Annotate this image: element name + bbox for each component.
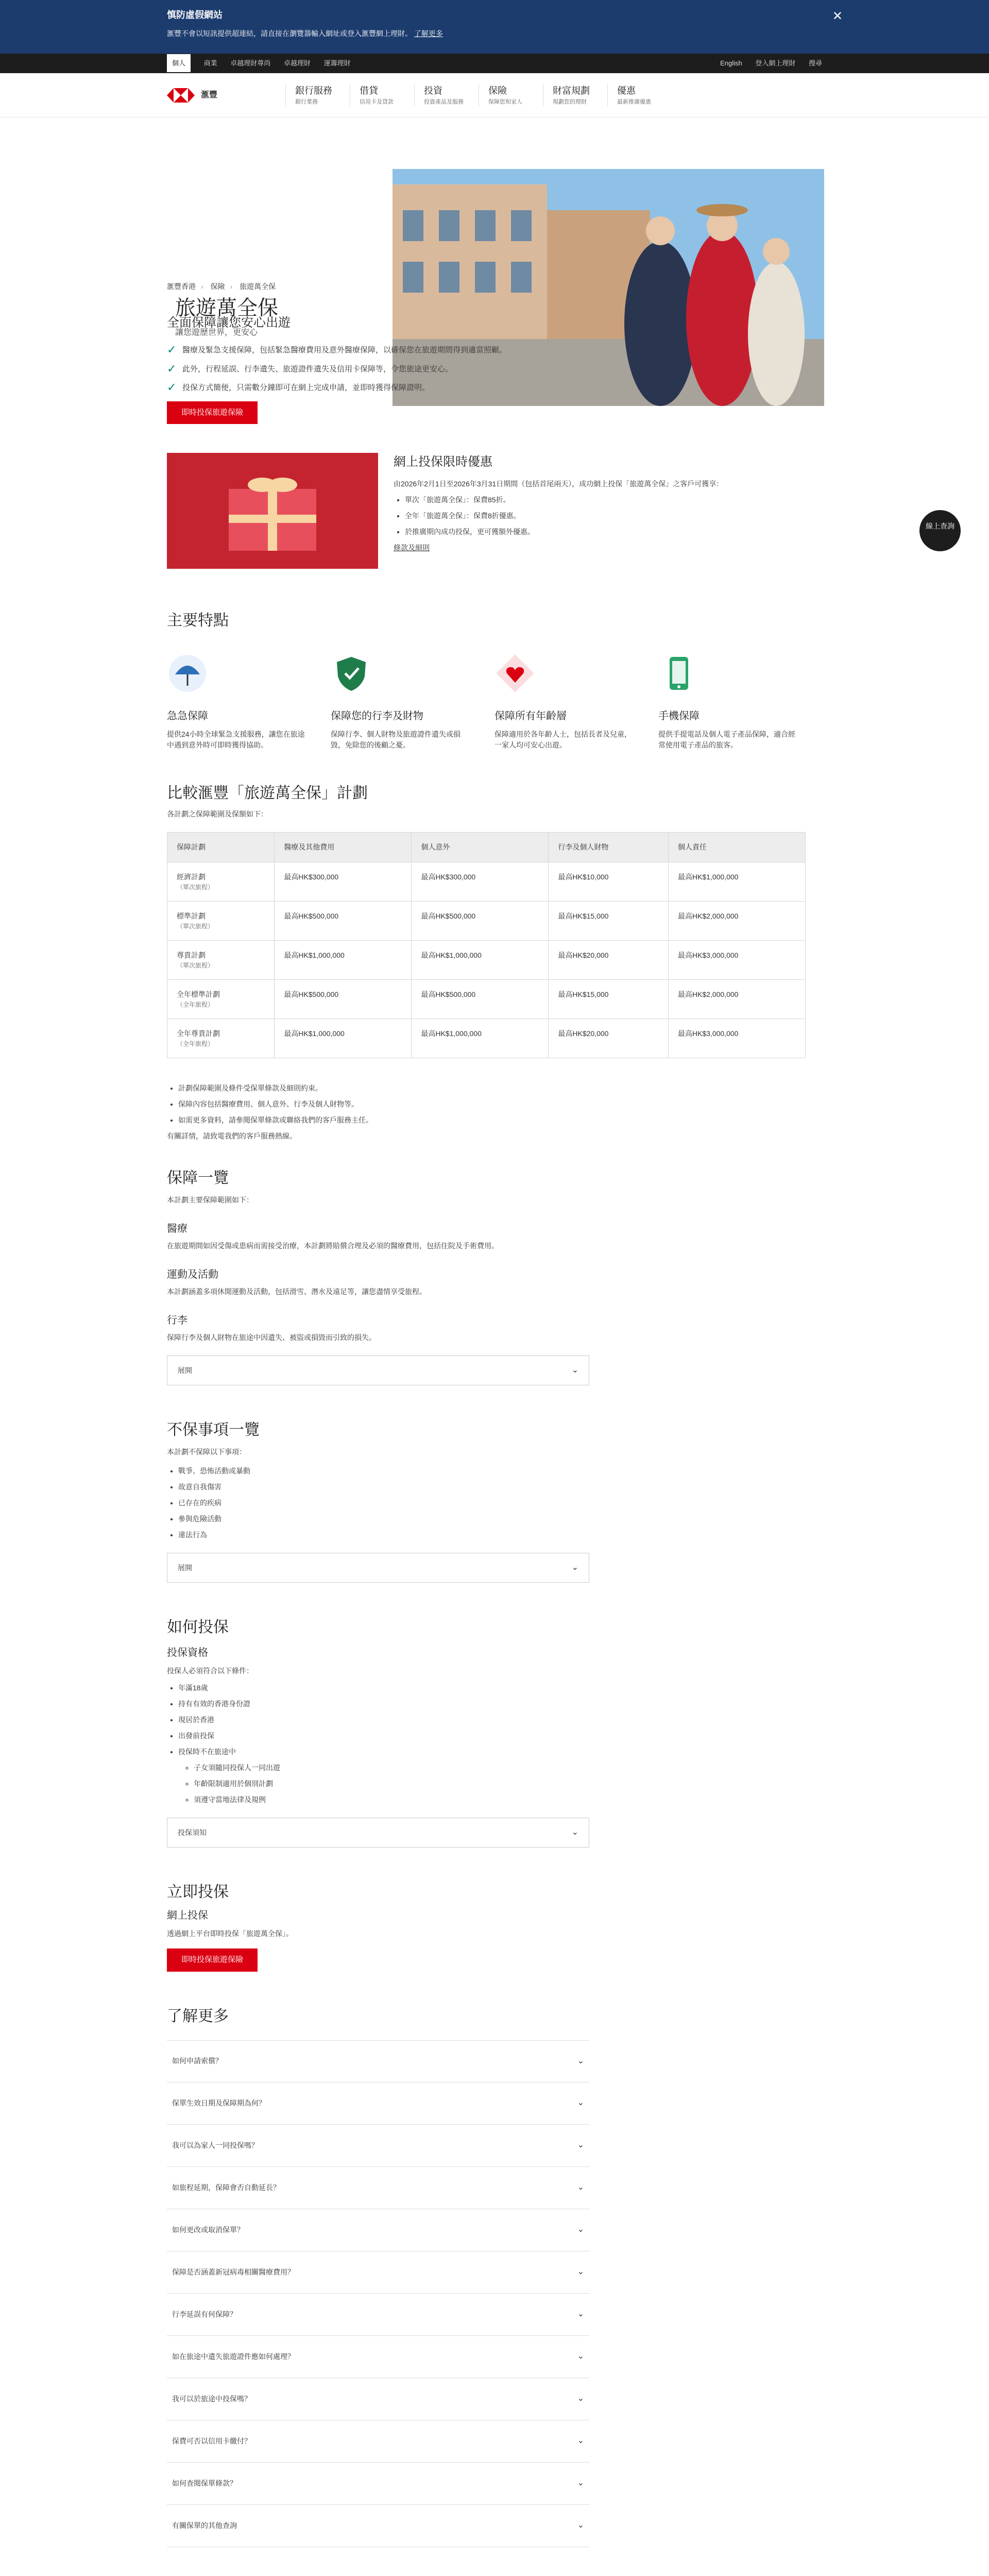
features-title: 主要特點 [167, 612, 229, 629]
faq-section [167, 2005, 822, 2547]
luggage-title: 行李 [167, 1315, 187, 1326]
comparison-section [167, 782, 822, 1058]
table-row: 全年標準計劃 （全年旅程） 最高HK$500,000 最高HK$500,000 最高HK$15,000 最高HK$2,000,000 [167, 980, 806, 1019]
table-row: 經濟計劃 （單次旅程） 最高HK$300,000 最高HK$300,000 最高HK$10,000 最高HK$1,000,000 [167, 862, 806, 902]
how-to-dropdown[interactable]: 投保須知 ⌄ [167, 1818, 589, 1848]
exclusions-title: 不保事項一覽 [167, 1421, 260, 1438]
chevron-down-icon: ⌄ [577, 2225, 584, 2234]
breadcrumb-insurance[interactable]: 保險 [210, 282, 225, 291]
note-item: • 計劃保障範圍及條件受保單條款及細則約束。 [178, 1083, 822, 1094]
language-link[interactable]: English [720, 59, 742, 67]
fraud-alert-text: 滙豐不會以短訊提供超連結，請直接在瀏覽器輸入網址或登入滙豐網上理財。 了解更多 [167, 29, 443, 38]
chevron-down-icon: ⌄ [577, 2141, 584, 2149]
table-row: 尊貴計劃 （單次旅程） 最高HK$1,000,000 最高HK$1,000,000 最高HK$20,000 最高HK$3,000,000 [167, 941, 806, 980]
close-icon[interactable]: ✕ [832, 9, 843, 23]
page-subtitle: 讓您遊歷世界，更安心 [175, 328, 258, 337]
segment-personal[interactable]: 個人 [167, 54, 191, 72]
faq-item[interactable]: 如何更改或取消保單？ ⌄ [167, 2209, 589, 2251]
coverage-section [167, 1166, 822, 1385]
top-utility-bar [0, 54, 989, 73]
breadcrumb-separator-icon: › [230, 282, 233, 291]
comparison-table [167, 832, 806, 1058]
chevron-down-icon: ⌄ [577, 2352, 584, 2361]
chevron-down-icon: ⌄ [577, 2183, 584, 2192]
segment-business[interactable]: 商業 [203, 59, 217, 67]
comparison-subtitle: 各計劃之保障範圍及保額如下： [167, 810, 268, 818]
login-link[interactable]: 登入網上理財 [755, 59, 796, 67]
logo-text: 滙豐 [201, 91, 218, 99]
segment-premier-elite[interactable]: 卓越理財尊尚 [230, 59, 271, 67]
benefit-item: ✓ 此外，行程延誤、行李遺失、旅遊證件遺失及信用卡保障等，令您旅途更安心。 [167, 362, 453, 375]
page-title: 旅遊萬全保 [175, 297, 278, 319]
heart-icon [494, 653, 536, 694]
eligibility-item: • 出發前投保 [178, 1731, 822, 1741]
exclusion-item: • 違法行為 [178, 1530, 822, 1540]
faq-title: 了解更多 [167, 2007, 229, 2025]
shield-icon [331, 653, 372, 694]
promo-item: • 全年「旅遊萬全保」：保費8折優惠。 [405, 511, 723, 521]
promo-item: • 於推廣期內成功投保，更可獲額外優惠。 [405, 527, 723, 537]
nav-offers[interactable]: 優惠 最新推廣優惠 [607, 84, 672, 107]
eligibility-item: • 現居於香港 [178, 1715, 822, 1725]
chevron-down-icon: ⌄ [577, 2267, 584, 2276]
note-item: • 如需更多資料，請參閱保單條款或聯絡我們的客戶服務主任。 [178, 1115, 822, 1126]
main-navigation [0, 73, 989, 117]
fraud-alert-banner [0, 0, 989, 54]
faq-item[interactable]: 如在旅途中遺失旅遊證件應如何處理？ ⌄ [167, 2336, 589, 2378]
faq-item[interactable]: 行李延誤有何保障？ ⌄ [167, 2294, 589, 2336]
chevron-down-icon: ⌄ [571, 1828, 578, 1837]
table-header: 醫療及其他費用 [275, 833, 412, 862]
nav-borrowing[interactable]: 借貸 信用卡及貸款 [350, 84, 414, 107]
umbrella-icon [167, 653, 208, 694]
chevron-down-icon: ⌄ [577, 2436, 584, 2445]
chevron-down-icon: ⌄ [577, 2521, 584, 2530]
eligibility-subitem: ◦ 年齡限制適用於個別計劃 [194, 1778, 822, 1789]
table-row: 標準計劃 （單次旅程） 最高HK$500,000 最高HK$500,000 最高HK$15,000 最高HK$2,000,000 [167, 902, 806, 941]
how-to-apply-section [167, 1616, 822, 1848]
segment-premier[interactable]: 卓越理財 [283, 59, 311, 67]
chevron-down-icon: ⌄ [577, 2394, 584, 2403]
apply-section [167, 1880, 822, 1972]
apply-text: 透過網上平台即時投保「旅遊萬全保」。 [167, 1929, 293, 1938]
exclusions-dropdown[interactable]: 展開 ⌄ [167, 1553, 589, 1583]
apply-title: 立即投保 [167, 1884, 229, 1901]
segment-one[interactable]: 運籌理財 [323, 59, 351, 67]
feature-card: 急急保障 提供24小時全球緊急支援服務，讓您在旅途中遇到意外時可即時獲得協助。 [167, 653, 331, 751]
how-to-title: 如何投保 [167, 1619, 229, 1636]
table-header: 個人責任 [668, 833, 805, 862]
terms-link[interactable]: 條款及細則 [394, 544, 430, 552]
promo-title: 網上投保限時優惠 [394, 455, 492, 469]
notes-footer: 有關詳情，請致電我們的客戶服務熱線。 [167, 1132, 297, 1140]
exclusion-item: • 戰爭、恐怖活動或暴動 [178, 1466, 822, 1477]
chat-button[interactable]: 線上查詢 [919, 510, 961, 551]
faq-item[interactable]: 有關保單的其他查詢 ⌄ [167, 2505, 589, 2547]
exclusions-subtitle: 本計劃不保障以下事項： [167, 1448, 246, 1456]
table-header: 個人意外 [412, 833, 549, 862]
eligibility-item: • 年滿18歲 [178, 1683, 822, 1693]
hsbc-logo-icon [167, 88, 195, 103]
sports-text: 本計劃涵蓋多項休閒運動及活動，包括滑雪、潛水及遠足等，讓您盡情享受旅程。 [167, 1287, 427, 1296]
breadcrumb-current: 旅遊萬全保 [240, 282, 276, 291]
chevron-down-icon: ⌄ [571, 1366, 578, 1375]
coverage-dropdown[interactable]: 展開 ⌄ [167, 1355, 589, 1385]
plan-notes [167, 1083, 822, 1142]
eligibility-item: • 投保時不在旅途中 [178, 1747, 822, 1757]
exclusions-section [167, 1418, 822, 1583]
coverage-subtitle: 本計劃主要保障範圍如下： [167, 1196, 253, 1204]
exclusion-item: • 參與危險活動 [178, 1514, 822, 1524]
nav-investing[interactable]: 投資 投資產品及服務 [414, 84, 479, 107]
fraud-learn-more-link[interactable]: 了解更多 [414, 29, 443, 38]
faq-item[interactable]: 保障是否涵蓋新冠病毒相關醫療費用？ ⌄ [167, 2251, 589, 2294]
mobile-phone-icon [658, 653, 700, 694]
benefit-item: ✓ 醫療及緊急支援保障，包括緊急醫療費用及意外醫療保障，以確保您在旅遊期間得到適當照顧。 [167, 343, 507, 356]
hsbc-logo[interactable] [167, 88, 285, 103]
table-header: 保障計劃 [167, 833, 275, 862]
benefit-item: ✓ 投保方式簡便，只需數分鐘即可在網上完成申請，並即時獲得保障證明。 [167, 381, 430, 394]
search-link[interactable]: 搜尋 [808, 59, 822, 67]
eligibility-title: 投保資格 [167, 1647, 208, 1658]
breadcrumb-separator-icon: › [201, 282, 203, 291]
faq-item[interactable]: 我可以為家人一同投保嗎？ ⌄ [167, 2125, 589, 2167]
check-icon: ✓ [167, 381, 177, 394]
breadcrumb-home[interactable]: 滙豐香港 [167, 282, 196, 291]
faq-item[interactable]: 我可以於旅途中投保嗎？ ⌄ [167, 2378, 589, 2420]
promo-block [167, 453, 822, 569]
nav-insurance[interactable]: 保險 保障您和家人 [479, 84, 543, 107]
coverage-title: 保障一覽 [167, 1170, 229, 1187]
table-header: 行李及個人財物 [549, 833, 669, 862]
faq-item[interactable]: 保費可否以信用卡繳付？ ⌄ [167, 2420, 589, 2463]
eligibility-subitem: ◦ 子女須隨同投保人一同出遊 [194, 1762, 822, 1773]
chevron-down-icon: ⌄ [577, 2098, 584, 2107]
exclusion-item: • 故意自我傷害 [178, 1482, 822, 1493]
apply-now-button[interactable]: 即時投保旅遊保險 [167, 401, 258, 425]
breadcrumb [167, 195, 822, 292]
chevron-down-icon: ⌄ [571, 1563, 578, 1572]
promo-item: • 單次「旅遊萬全保」：保費85折。 [405, 495, 723, 505]
faq-item[interactable]: 如何申請索償？ ⌄ [167, 2040, 589, 2082]
feature-card: 保障您的行李及財物 保障行李、個人財物及旅遊證件遺失或損毀，免除您的後顧之憂。 [331, 653, 494, 751]
check-icon: ✓ [167, 343, 177, 356]
faq-item[interactable]: 如旅程延期，保障會否自動延長？ ⌄ [167, 2167, 589, 2209]
comparison-title: 比較滙豐「旅遊萬全保」計劃 [167, 785, 368, 802]
exclusion-item: • 已存在的疾病 [178, 1498, 822, 1509]
table-row: 全年尊貴計劃 （全年旅程） 最高HK$1,000,000 最高HK$1,000,000 最高HK$20,000 最高HK$3,000,000 [167, 1019, 806, 1058]
sports-title: 運動及活動 [167, 1269, 218, 1280]
luggage-text: 保障行李及個人財物在旅途中因遺失、被盜或損毀而引致的損失。 [167, 1333, 376, 1342]
chevron-down-icon: ⌄ [577, 2056, 584, 2065]
eligibility-intro: 投保人必須符合以下條件： [167, 1667, 253, 1675]
promo-intro: 由2026年2月1日至2026年3月31日期間（包括首尾兩天），成功網上投保「旅遊萬全保」之客戶可獲享： [394, 480, 724, 488]
faq-item[interactable]: 如何查閱保單條款？ ⌄ [167, 2463, 589, 2505]
gift-image [167, 453, 378, 569]
eligibility-item: • 持有有效的香港身份證 [178, 1699, 822, 1709]
fraud-alert-title: 慎防虛假網站 [167, 10, 223, 20]
faq-item[interactable]: 保單生效日期及保障期為何？ ⌄ [167, 2082, 589, 2125]
feature-card: 手機保障 提供手提電話及個人電子產品保障，適合經常使用電子產品的旅客。 [658, 653, 822, 751]
main-content [167, 195, 822, 2576]
coverage-intro [167, 314, 822, 424]
chevron-down-icon: ⌄ [577, 2310, 584, 2318]
feature-card: 保障所有年齡層 保障適用於各年齡人士，包括長者及兒童，一家人均可安心出遊。 [494, 653, 658, 751]
features-section [167, 609, 822, 751]
eligibility-subitem: ◦ 須遵守當地法律及規例 [194, 1794, 822, 1805]
section-title: 全面保障讓您安心出遊 [167, 316, 291, 330]
nav-banking[interactable]: 銀行服務 銀行業務 [285, 84, 350, 107]
check-icon: ✓ [167, 362, 177, 375]
apply-now-button[interactable]: 即時投保旅遊保險 [167, 1948, 258, 1972]
note-item: • 保障內容包括醫療費用、個人意外、行李及個人財物等。 [178, 1099, 822, 1110]
medical-title: 醫療 [167, 1223, 187, 1234]
apply-subtitle: 網上投保 [167, 1910, 208, 1921]
nav-wealth-planning[interactable]: 財富規劃 規劃您的理財 [543, 84, 607, 107]
chevron-down-icon: ⌄ [577, 2479, 584, 2487]
medical-text: 在旅遊期間如因受傷或患病而需接受治療，本計劃將賠償合理及必須的醫療費用，包括住院及手術費用。 [167, 1242, 499, 1250]
